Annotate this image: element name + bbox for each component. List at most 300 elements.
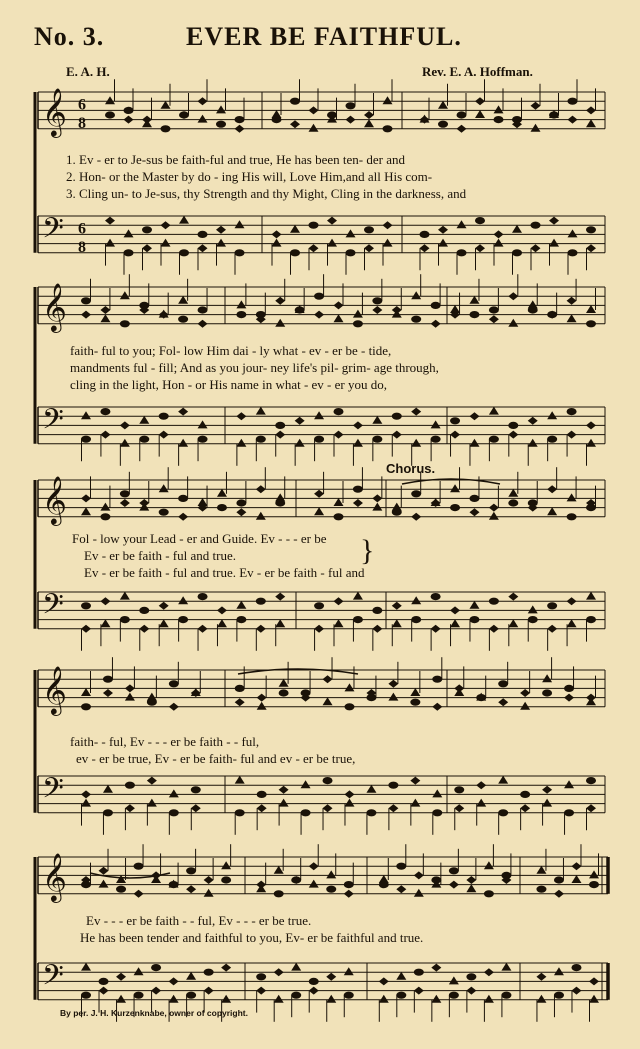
shape-note <box>431 625 441 633</box>
shape-note <box>564 809 574 816</box>
shape-note <box>236 616 246 623</box>
shape-note <box>388 804 398 812</box>
shape-note <box>235 809 245 816</box>
shape-note <box>159 484 169 492</box>
shape-note <box>81 992 91 999</box>
shape-note <box>372 494 382 502</box>
shape-note <box>411 490 421 497</box>
shape-note <box>586 616 596 623</box>
shape-note <box>567 493 577 501</box>
shape-note <box>169 789 179 797</box>
shape-note <box>549 217 559 225</box>
shape-note <box>431 593 441 600</box>
shape-note <box>198 593 208 600</box>
bass-clef: 𝄢 <box>42 403 64 443</box>
shape-note <box>105 111 115 118</box>
shape-note <box>344 992 354 999</box>
shape-note <box>309 978 319 985</box>
shape-note <box>99 978 109 985</box>
shape-note <box>124 107 134 114</box>
shape-note <box>586 439 596 447</box>
shape-note <box>178 408 188 416</box>
shape-note <box>450 305 460 313</box>
shape-note <box>520 702 530 710</box>
shape-note <box>353 320 363 327</box>
shape-note <box>327 111 337 118</box>
shape-note <box>81 625 91 633</box>
shape-note <box>568 229 578 237</box>
shape-note <box>567 431 577 439</box>
shape-note <box>454 804 464 812</box>
shape-note <box>100 597 110 605</box>
shape-note <box>216 226 226 234</box>
shape-note <box>100 408 110 415</box>
shape-note <box>257 702 267 710</box>
shape-note <box>466 884 476 892</box>
shape-note <box>494 105 504 113</box>
shape-note <box>414 987 424 995</box>
shape-note <box>279 679 289 687</box>
shape-note <box>589 977 599 985</box>
shape-note <box>178 513 188 521</box>
shape-note <box>547 311 557 319</box>
shape-note <box>124 229 134 237</box>
shape-note <box>236 300 246 308</box>
shape-note <box>392 602 402 610</box>
shape-note <box>379 881 389 888</box>
shape-note <box>217 606 227 614</box>
shape-note <box>586 119 596 127</box>
shape-note <box>323 697 333 705</box>
shape-note <box>501 963 511 971</box>
shape-note <box>151 987 161 995</box>
shape-note <box>528 417 538 425</box>
shape-note <box>120 320 130 327</box>
shape-note <box>372 436 382 443</box>
shape-note <box>392 509 402 516</box>
shape-note <box>314 436 324 443</box>
shape-note <box>334 597 344 605</box>
shape-note <box>236 412 246 420</box>
shape-note <box>344 890 354 898</box>
shape-note <box>103 676 113 683</box>
shape-note <box>432 809 442 816</box>
shape-note <box>469 616 479 623</box>
shape-note <box>256 407 266 415</box>
shape-note <box>469 311 479 318</box>
shape-note <box>554 967 564 975</box>
shape-note <box>508 292 518 300</box>
shape-note <box>450 619 460 627</box>
lyric-line: mandments ful - fill; And as you jour- ney life's pil- grim- age through, <box>70 360 439 375</box>
shape-note <box>323 675 333 683</box>
shape-note <box>198 231 208 238</box>
shape-note <box>314 411 324 419</box>
shape-note <box>309 862 319 870</box>
shape-note <box>256 987 266 995</box>
shape-note <box>542 799 552 807</box>
shape-note <box>161 239 171 247</box>
shape-note <box>279 689 289 696</box>
shape-note <box>372 503 382 511</box>
shape-note <box>414 889 424 897</box>
shape-note <box>179 249 189 256</box>
shape-note <box>81 297 91 304</box>
shape-note <box>431 876 441 883</box>
shape-note <box>449 867 459 874</box>
shape-note <box>103 785 113 793</box>
shape-note <box>383 125 393 132</box>
shape-note <box>178 495 188 502</box>
shape-note <box>236 311 246 318</box>
shape-note <box>256 512 266 520</box>
shape-note <box>257 694 267 702</box>
shape-note <box>326 995 336 1003</box>
shape-note <box>100 619 110 627</box>
staff <box>38 776 605 813</box>
shape-note <box>568 116 578 124</box>
shape-note <box>279 799 289 807</box>
shape-note <box>81 688 91 696</box>
shape-note <box>81 602 91 609</box>
shape-note <box>274 995 284 1003</box>
shape-note <box>344 703 354 710</box>
shape-note <box>411 291 421 299</box>
shape-note <box>449 992 459 999</box>
shape-note <box>410 688 420 696</box>
shape-note <box>512 225 522 233</box>
shape-note <box>567 597 577 605</box>
shape-note <box>466 876 476 884</box>
shape-note <box>547 625 557 633</box>
shape-note <box>327 239 337 247</box>
shape-note <box>169 703 179 711</box>
shape-note <box>334 408 344 415</box>
shape-note <box>353 486 363 493</box>
shape-note <box>274 890 284 897</box>
shape-note <box>520 804 530 812</box>
shape-note <box>120 616 130 623</box>
shape-note <box>120 592 130 600</box>
shape-note <box>508 593 518 601</box>
shape-note <box>256 973 266 980</box>
shape-note <box>466 987 476 995</box>
shape-note <box>379 977 389 985</box>
staff <box>38 670 605 707</box>
shape-note <box>508 499 518 506</box>
shape-note <box>256 598 266 605</box>
shape-note <box>257 804 267 812</box>
bass-clef: 𝄢 <box>42 588 64 628</box>
shape-note <box>396 885 406 893</box>
shape-note <box>186 992 196 999</box>
shape-note <box>489 625 499 633</box>
shape-note <box>489 436 499 443</box>
shape-note <box>508 422 518 429</box>
shape-note <box>454 786 464 793</box>
shape-note <box>169 995 179 1003</box>
time-signature-bottom: 8 <box>78 114 86 132</box>
shape-note <box>169 809 179 816</box>
shape-note <box>567 619 577 627</box>
shape-note <box>528 616 538 623</box>
shape-note <box>531 124 541 132</box>
shape-note <box>420 231 430 238</box>
shape-note <box>147 777 157 785</box>
shape-note <box>179 216 189 224</box>
shape-note <box>476 781 486 789</box>
treble-clef: 𝄞 <box>42 282 67 331</box>
shape-note <box>469 601 479 609</box>
shape-note <box>309 987 319 995</box>
shape-note <box>295 417 305 425</box>
shape-note <box>586 421 596 429</box>
composer-credit: Rev. E. A. Hoffman. <box>422 64 533 79</box>
shape-note <box>235 249 245 256</box>
shape-note <box>124 249 134 256</box>
shape-note <box>489 407 499 415</box>
shape-note <box>139 436 149 443</box>
shape-note <box>236 439 246 447</box>
shape-note <box>120 499 130 507</box>
shape-note <box>469 412 479 420</box>
shape-note <box>139 625 149 633</box>
shape-note <box>344 799 354 807</box>
shape-note <box>449 976 459 984</box>
shape-note <box>353 616 363 623</box>
shape-note <box>290 249 300 256</box>
shape-note <box>520 791 530 798</box>
shape-note <box>236 499 246 506</box>
shape-note <box>326 870 336 878</box>
shape-note <box>531 102 541 110</box>
shape-note <box>379 995 389 1003</box>
shape-note <box>366 809 376 816</box>
shape-note <box>494 230 504 238</box>
shape-note <box>309 106 319 114</box>
shape-note <box>571 862 581 870</box>
shape-note <box>100 306 110 314</box>
shape-note <box>309 124 319 132</box>
shape-note <box>169 680 179 687</box>
shape-note <box>120 421 130 429</box>
shape-note <box>125 693 135 701</box>
shape-note <box>134 890 144 898</box>
shape-note <box>484 890 494 897</box>
shape-note <box>314 311 324 319</box>
shape-note <box>528 306 538 313</box>
shape-note <box>275 297 285 305</box>
shape-note <box>204 969 214 976</box>
shape-note <box>217 489 227 497</box>
shape-note <box>105 96 115 104</box>
shape-note <box>410 777 420 785</box>
shape-note <box>411 616 421 623</box>
shape-note <box>372 625 382 633</box>
shape-note <box>169 881 179 888</box>
shape-note <box>81 507 91 515</box>
shape-note <box>466 973 476 980</box>
shape-note <box>469 439 479 447</box>
shape-note <box>484 861 494 869</box>
shape-note <box>139 607 149 614</box>
shape-note <box>151 964 161 971</box>
shape-note <box>410 699 420 706</box>
shape-note <box>314 490 324 498</box>
shape-note <box>116 995 126 1003</box>
shape-note <box>475 97 485 105</box>
shape-note <box>586 106 596 114</box>
shape-note <box>498 698 508 706</box>
shape-note <box>383 239 393 247</box>
shape-note <box>586 305 596 313</box>
shape-note <box>431 320 441 328</box>
shape-note <box>353 592 363 600</box>
shape-note <box>508 431 518 439</box>
shape-note <box>178 296 188 304</box>
shape-note <box>420 244 430 252</box>
shape-note <box>301 809 311 816</box>
shape-note <box>469 495 479 502</box>
shape-note <box>353 439 363 447</box>
hymn-title: EVER BE FAITHFUL. <box>186 22 462 51</box>
shape-note <box>159 619 169 627</box>
shape-note <box>372 306 382 314</box>
shape-note <box>295 439 305 447</box>
shape-note <box>309 880 319 888</box>
lyric-line: 2. Hon- or the Master by do - ing His will, Love Him,and all His com- <box>66 169 433 184</box>
shape-note <box>120 490 130 497</box>
shape-note <box>100 513 110 520</box>
shape-note <box>204 889 214 897</box>
shape-note <box>99 867 109 875</box>
shape-note <box>120 291 130 299</box>
shape-note <box>457 125 467 133</box>
shape-note <box>396 863 406 870</box>
shape-note <box>217 504 227 511</box>
shape-note <box>547 411 557 419</box>
lyric-line: 1. Ev - er to Je-sus be faith-ful and true, He has been ten- der and <box>66 152 405 167</box>
shape-note <box>272 230 282 238</box>
bass-clef: 𝄢 <box>42 212 64 252</box>
shape-note <box>125 804 135 812</box>
shape-note <box>536 866 546 874</box>
shape-note <box>571 875 581 883</box>
shape-note <box>81 790 91 798</box>
shape-note <box>116 886 126 893</box>
shape-note <box>589 995 599 1003</box>
chorus-label: Chorus. <box>386 461 436 476</box>
shape-note <box>159 413 169 420</box>
shape-note <box>334 431 344 439</box>
shape-note <box>531 244 541 252</box>
shape-note <box>178 616 188 623</box>
time-signature-top: 6 <box>78 220 86 238</box>
shape-note <box>353 499 363 507</box>
shape-note <box>216 105 226 113</box>
shape-note <box>235 685 245 692</box>
shape-note <box>449 881 459 889</box>
shape-note <box>198 244 208 252</box>
shape-note <box>547 436 557 443</box>
shape-note <box>334 314 344 322</box>
shape-note <box>159 509 169 516</box>
shape-note <box>309 244 319 252</box>
shape-note <box>274 968 284 976</box>
lyric-line: ev - er be true, Ev - er be faith- ful and ev - er be true, <box>76 751 356 766</box>
shape-note <box>295 306 305 313</box>
shape-note <box>275 431 285 439</box>
shape-note <box>564 685 574 692</box>
shape-note <box>392 619 402 627</box>
bass-clef: 𝄢 <box>42 959 64 999</box>
shape-note <box>178 316 188 323</box>
lyric-line: Ev - - - er be faith - - ful, Ev - - - er be true. <box>86 913 312 928</box>
shape-note <box>450 417 460 424</box>
shape-note <box>571 964 581 971</box>
shape-note <box>139 416 149 424</box>
shape-note <box>134 863 144 870</box>
shape-note <box>134 992 144 999</box>
shape-note <box>542 786 552 794</box>
lyric-line: He has been tender and faithful to you, Ev- er be faithful and true. <box>80 930 424 945</box>
shape-note <box>198 420 208 428</box>
shape-note <box>383 96 393 104</box>
shape-note <box>549 239 559 247</box>
shape-note <box>567 297 577 305</box>
shape-note <box>508 319 518 327</box>
shape-note <box>528 439 538 447</box>
shape-note <box>366 785 376 793</box>
shape-note <box>531 222 541 229</box>
shape-note <box>344 881 354 888</box>
shape-note <box>186 885 196 893</box>
shape-note <box>169 977 179 985</box>
shape-note <box>134 967 144 975</box>
shape-note <box>291 992 301 999</box>
shape-note <box>326 886 336 893</box>
shape-note <box>235 125 245 133</box>
lyric-brace: } <box>360 534 375 567</box>
shape-note <box>498 776 508 784</box>
shape-note <box>291 963 301 971</box>
shape-note <box>314 293 324 300</box>
shape-note <box>388 680 398 688</box>
shape-note <box>432 703 442 711</box>
shape-note <box>586 804 596 812</box>
shape-note <box>186 972 196 980</box>
shape-note <box>494 116 504 123</box>
shape-note <box>476 694 486 701</box>
shape-note <box>372 607 382 614</box>
shape-note <box>346 116 356 124</box>
shape-note <box>272 239 282 247</box>
shape-note <box>198 115 208 123</box>
shape-note <box>274 866 284 874</box>
shape-note <box>571 987 581 995</box>
shape-note <box>290 120 300 128</box>
shape-note <box>353 310 363 318</box>
shape-note <box>383 221 393 229</box>
shape-note <box>396 992 406 999</box>
shape-note <box>191 786 201 793</box>
shape-note <box>161 221 171 229</box>
shape-note <box>275 499 285 506</box>
copyright-notice: By per. J. H. Kurzenknabe, owner of copyright. <box>60 1008 248 1018</box>
shape-note <box>81 494 91 502</box>
shape-note <box>314 625 324 633</box>
shape-note <box>105 217 115 225</box>
